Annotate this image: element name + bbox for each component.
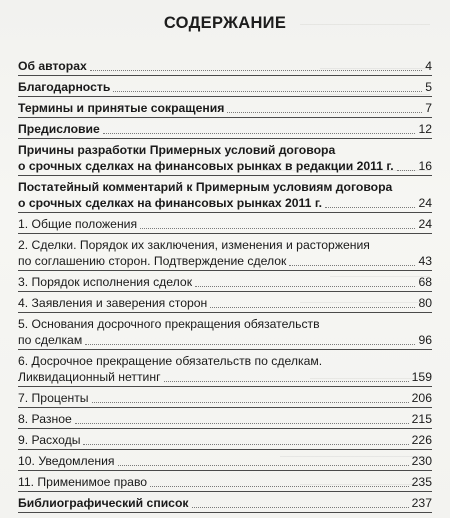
- toc-entry-title: 2. Сделки. Порядок их заключения, изменения и расторжения: [18, 238, 370, 252]
- toc-entry-title: 6. Досрочное прекращение обязательств по сделкам.: [18, 354, 323, 368]
- toc-entry: [18, 216, 432, 234]
- toc-entry-title: 5. Основания досрочного прекращения обязательств: [18, 317, 320, 331]
- toc-entry-line: [18, 390, 432, 406]
- toc-entry-title: по соглашению сторон. Подтверждение сделок: [18, 254, 287, 268]
- toc-entry-title: Благодарность: [18, 80, 111, 94]
- dot-leader: [83, 443, 408, 445]
- toc-entry-line: [18, 332, 432, 348]
- toc-entry-title: Предисловие: [18, 122, 100, 136]
- toc-entry-title: 9. Расходы: [18, 433, 81, 447]
- toc-page-number: 206: [411, 391, 432, 405]
- toc-entry: [18, 295, 432, 313]
- toc-entry-title: 4. Заявления и заверения сторон: [18, 296, 208, 310]
- toc-entry: [18, 274, 432, 292]
- toc-page-number: 96: [418, 333, 432, 347]
- toc-entry-line: [18, 316, 432, 332]
- toc-page-number: 237: [411, 496, 432, 510]
- toc-entry-line: [18, 158, 432, 174]
- toc-entry-line: [18, 411, 432, 427]
- toc-entry: [18, 495, 432, 513]
- toc-page-number: 68: [418, 275, 432, 289]
- toc-entry-title: о срочных сделках на финансовых рынках 2011 г.: [18, 196, 323, 210]
- toc-entry-line: [18, 274, 432, 290]
- toc-entry-line: [18, 100, 432, 116]
- toc-entry: [18, 79, 432, 97]
- toc-entry-title: 11. Применимое право: [18, 475, 148, 489]
- toc-entry-line: [18, 453, 432, 469]
- toc-entry-line: [18, 237, 432, 253]
- toc-page-number: 16: [418, 159, 432, 173]
- dot-leader: [92, 401, 409, 403]
- toc-entry: [18, 58, 432, 76]
- toc-entry-line: [18, 369, 432, 385]
- toc-entry-line: [18, 216, 432, 232]
- dot-leader: [164, 380, 409, 382]
- toc-entry-title: Ликвидационный неттинг: [18, 370, 161, 384]
- toc-entry-title: Об авторах: [18, 59, 87, 73]
- toc-entry: [18, 121, 432, 139]
- toc-entry-title: 10. Уведомления: [18, 454, 115, 468]
- toc-entry-line: [18, 58, 432, 74]
- dot-leader: [90, 69, 422, 71]
- dot-leader: [75, 422, 409, 424]
- toc-entry: [18, 100, 432, 118]
- dot-leader: [150, 485, 409, 487]
- toc-page-number: 159: [411, 370, 432, 384]
- toc-entry: [18, 237, 432, 271]
- toc-entry-line: [18, 142, 432, 158]
- dot-leader: [113, 90, 422, 92]
- toc-entry: [18, 432, 432, 450]
- toc-entry-line: [18, 353, 432, 369]
- toc-page-number: 24: [418, 217, 432, 231]
- toc-page-number: 80: [418, 296, 432, 310]
- toc-page-number: 4: [425, 59, 432, 73]
- toc-entry: [18, 390, 432, 408]
- dot-leader: [192, 506, 409, 508]
- toc-entry-title: по сделкам: [18, 333, 83, 347]
- toc-page-number: 12: [418, 122, 432, 136]
- dot-leader: [195, 285, 415, 287]
- toc-page-number: 226: [411, 433, 432, 447]
- toc-entry-title: 8. Разное: [18, 412, 72, 426]
- toc-entry-line: [18, 79, 432, 95]
- dot-leader: [397, 169, 416, 171]
- toc-entry: [18, 316, 432, 350]
- toc-entry-line: [18, 195, 432, 211]
- toc-page-number: 24: [418, 196, 432, 210]
- toc-entry: [18, 353, 432, 387]
- dot-leader: [325, 206, 415, 208]
- dot-leader: [118, 464, 409, 466]
- toc-entry: [18, 453, 432, 471]
- toc-entry-line: [18, 179, 432, 195]
- dot-leader: [140, 227, 415, 229]
- toc-page-number: 230: [411, 454, 432, 468]
- dot-leader: [210, 306, 415, 308]
- toc-entry-line: [18, 121, 432, 137]
- toc-entry-title: о срочных сделках на финансовых рынках в редакции 2011 г.: [18, 159, 394, 173]
- toc-entry-title: 1. Общие положения: [18, 217, 138, 231]
- dot-leader: [103, 132, 416, 134]
- toc-page-number: 235: [411, 475, 432, 489]
- toc-entry: [18, 179, 432, 213]
- dot-leader: [227, 111, 422, 113]
- toc-page-number: 215: [411, 412, 432, 426]
- toc-entry-title: Постатейный комментарий к Примерным условиям договора: [18, 180, 393, 194]
- toc-page-number: 7: [425, 101, 432, 115]
- toc-entry-line: [18, 253, 432, 269]
- toc-entry-line: [18, 495, 432, 511]
- toc-entry-line: [18, 432, 432, 448]
- page-title: СОДЕРЖАНИЕ: [163, 14, 287, 32]
- toc-entry: [18, 142, 432, 176]
- toc-page-number: 43: [418, 254, 432, 268]
- toc-entry: [18, 411, 432, 429]
- toc-page-number: 5: [425, 80, 432, 94]
- toc-entry: [18, 474, 432, 492]
- table-of-contents: [18, 58, 432, 516]
- toc-entry-title: 7. Проценты: [18, 391, 89, 405]
- toc-entry-line: [18, 474, 432, 490]
- toc-entry-title: Причины разработки Примерных условий договора: [18, 143, 336, 157]
- toc-entry-title: 3. Порядок исполнения сделок: [18, 275, 193, 289]
- toc-entry-line: [18, 295, 432, 311]
- dot-leader: [289, 264, 415, 266]
- toc-entry-title: Термины и принятые сокращения: [18, 101, 225, 115]
- dot-leader: [85, 343, 415, 345]
- toc-entry-title: Библиографический список: [18, 496, 189, 510]
